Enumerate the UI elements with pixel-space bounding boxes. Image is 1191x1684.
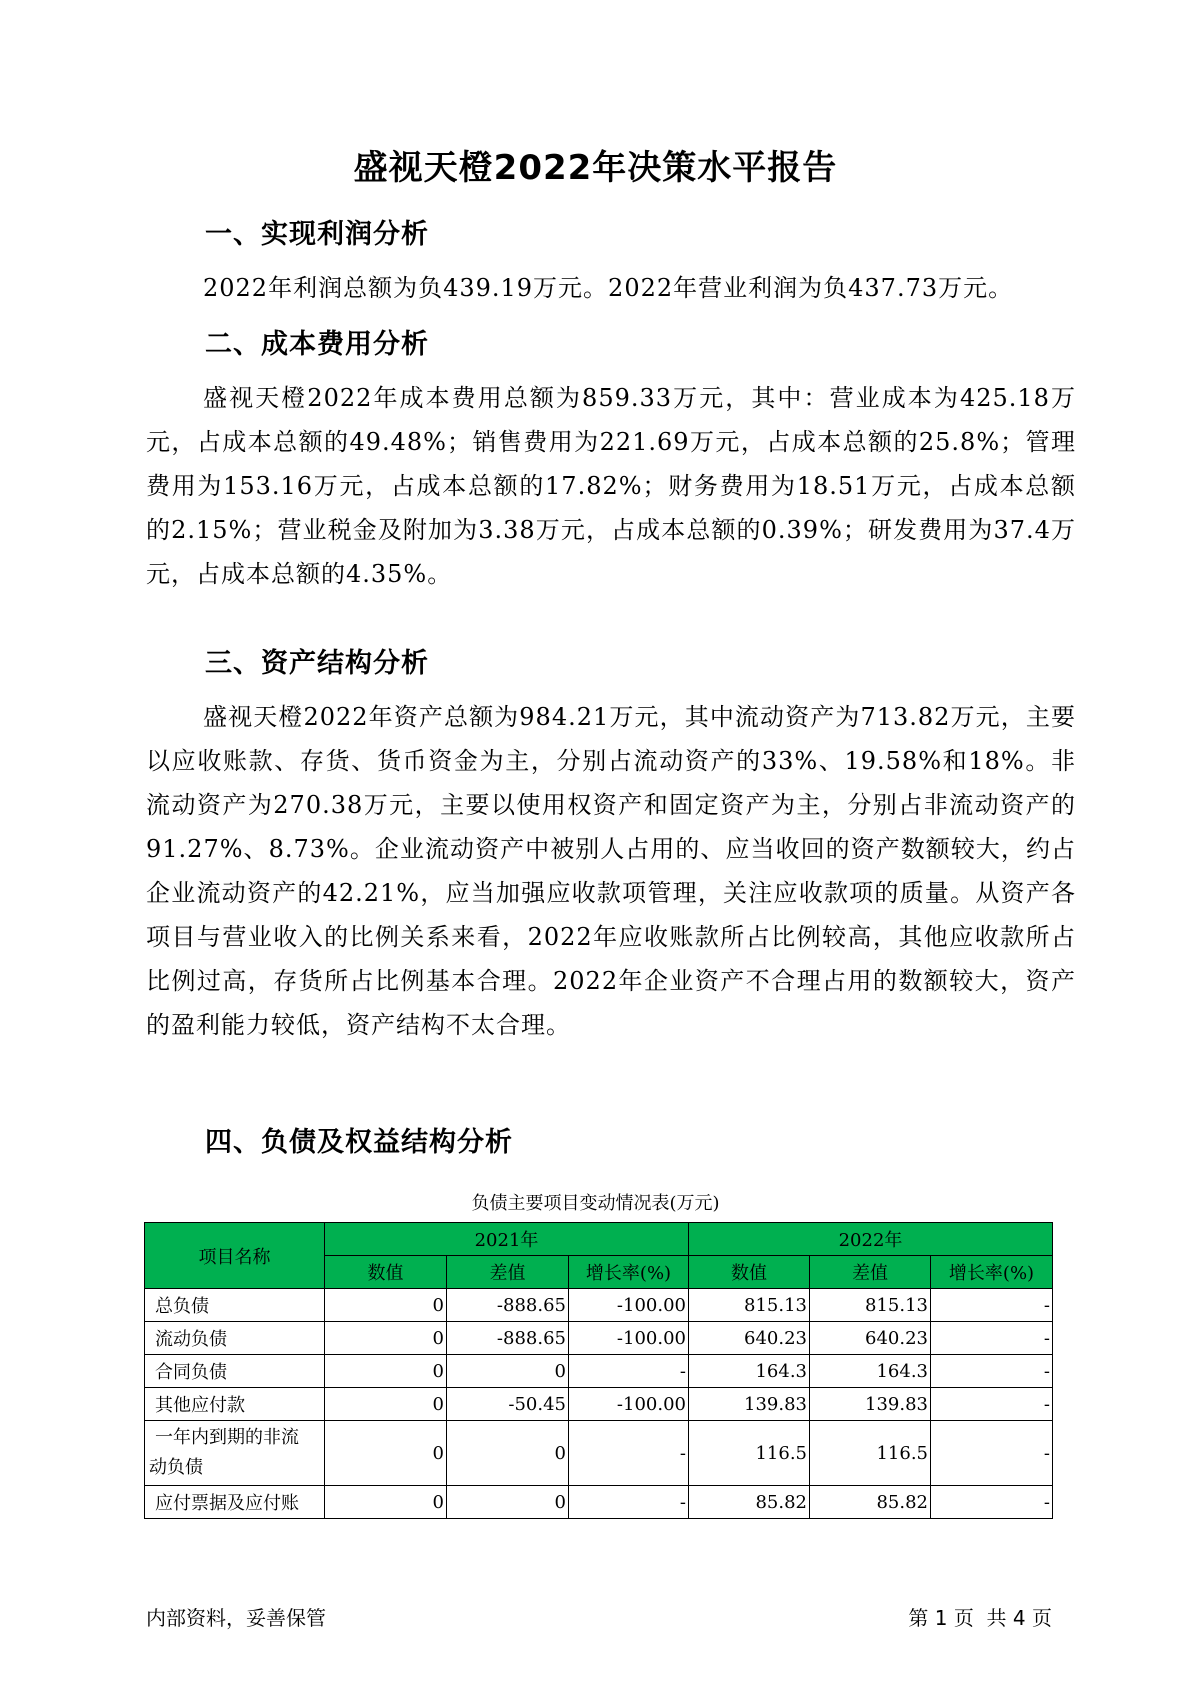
- cell-value-2021: 0: [325, 1355, 447, 1388]
- cell-growth-2022: -: [931, 1388, 1053, 1421]
- row-name: 流动负债: [145, 1322, 325, 1355]
- section-heading-profit: 一、实现利润分析: [205, 219, 429, 250]
- footer-page-number: 第 1 页 共 4 页: [908, 1606, 1052, 1630]
- report-title: 盛视天橙2022年决策水平报告: [353, 148, 838, 188]
- section-paragraph-assets: 盛视天橙2022年资产总额为984.21万元，其中流动资产为713.82万元，主要以应收账款、存货、货币资金为主，分别占流动资产的33%、19.58%和18%。非流动资产为270.38万元，主要以使用权资产和固定资产为主，分别占非流动资产的91.27%、8.73%。企业流动资产中被别人占用的、应当收回的资产数额较大，约占企业流动资产的42.21%，应当加强应收款项管理，关注应收款项的质量。从资产各项目与营业收入的比例关系来看，2022年应收账款所占比例较高，其他应收款所占比例过高，存货所占比例基本合理。2022年企业资产不合理占用的数额较大，资产的盈利能力较低，资产结构不太合理。: [146, 703, 1076, 1039]
- cell-diff-2022: 164.3: [810, 1355, 931, 1388]
- row-name: 合同负债: [145, 1355, 325, 1388]
- header-diff-2021: 差值: [447, 1256, 569, 1289]
- cell-value-2021: 0: [325, 1388, 447, 1421]
- footer-confidential-note: 内部资料，妥善保管: [146, 1606, 326, 1630]
- table-caption: 负债主要项目变动情况表(万元): [471, 1193, 720, 1214]
- row-name-line: 一年内到期的非流: [155, 1427, 299, 1448]
- header-year-2021: 2021年: [325, 1223, 689, 1256]
- cell-value-2021: 0: [325, 1486, 447, 1519]
- cell-value-2022: 640.23: [689, 1322, 810, 1355]
- cell-diff-2022: 116.5: [810, 1421, 931, 1486]
- row-name: 应付票据及应付账: [145, 1486, 325, 1519]
- header-year-2022: 2022年: [689, 1223, 1053, 1256]
- header-growth-2022: 增长率(%): [931, 1256, 1053, 1289]
- cell-diff-2021: 0: [447, 1486, 569, 1519]
- cell-diff-2022: 815.13: [810, 1289, 931, 1322]
- section-heading-liabilities: 四、负债及权益结构分析: [205, 1127, 513, 1158]
- row-name: 其他应付款: [145, 1388, 325, 1421]
- cell-diff-2022: 139.83: [810, 1388, 931, 1421]
- header-value-2022: 数值: [689, 1256, 810, 1289]
- cell-diff-2021: -888.65: [447, 1289, 569, 1322]
- cell-diff-2022: 640.23: [810, 1322, 931, 1355]
- table-row: [145, 1421, 1053, 1486]
- header-item-name: 项目名称: [145, 1223, 325, 1289]
- cell-diff-2021: 0: [447, 1421, 569, 1486]
- table-row: [145, 1388, 1053, 1421]
- cell-growth-2022: -: [931, 1486, 1053, 1519]
- header-growth-2021: 增长率(%): [569, 1256, 689, 1289]
- row-name: [145, 1421, 325, 1486]
- cell-growth-2021: -: [569, 1486, 689, 1519]
- cell-growth-2022: -: [931, 1322, 1053, 1355]
- cell-diff-2021: -50.45: [447, 1388, 569, 1421]
- cell-value-2022: 116.5: [689, 1421, 810, 1486]
- section-heading-assets: 三、资产结构分析: [205, 648, 429, 679]
- cell-value-2021: 0: [325, 1289, 447, 1322]
- cell-growth-2021: -: [569, 1421, 689, 1486]
- cell-growth-2021: -100.00: [569, 1322, 689, 1355]
- cell-value-2022: 815.13: [689, 1289, 810, 1322]
- cell-value-2022: 139.83: [689, 1388, 810, 1421]
- cell-diff-2021: -888.65: [447, 1322, 569, 1355]
- section-paragraph-profit: 2022年利润总额为负439.19万元。2022年营业利润为负437.73万元。: [203, 274, 1014, 302]
- header-diff-2022: 差值: [810, 1256, 931, 1289]
- liabilities-table: [144, 1222, 1053, 1519]
- row-name-line: 动负债: [149, 1457, 203, 1478]
- header-value-2021: 数值: [325, 1256, 447, 1289]
- table-row: [145, 1486, 1053, 1519]
- cell-value-2022: 85.82: [689, 1486, 810, 1519]
- cell-growth-2021: -: [569, 1355, 689, 1388]
- cell-value-2021: 0: [325, 1421, 447, 1486]
- cell-diff-2022: 85.82: [810, 1486, 931, 1519]
- cell-diff-2021: 0: [447, 1355, 569, 1388]
- cell-growth-2021: -100.00: [569, 1388, 689, 1421]
- table-row: [145, 1322, 1053, 1355]
- section-paragraph-cost: 盛视天橙2022年成本费用总额为859.33万元，其中：营业成本为425.18万元，占成本总额的49.48%；销售费用为221.69万元，占成本总额的25.8%；管理费用为153.16万元，占成本总额的17.82%；财务费用为18.51万元，占成本总额的2.15%；营业税金及附加为3.38万元，占成本总额的0.39%；研发费用为37.4万元，占成本总额的4.35%。: [146, 384, 1076, 588]
- row-name: 总负债: [145, 1289, 325, 1322]
- table-row: [145, 1289, 1053, 1322]
- cell-growth-2022: -: [931, 1289, 1053, 1322]
- cell-growth-2022: -: [931, 1355, 1053, 1388]
- cell-growth-2021: -100.00: [569, 1289, 689, 1322]
- cell-growth-2022: -: [931, 1421, 1053, 1486]
- cell-value-2022: 164.3: [689, 1355, 810, 1388]
- table-row: [145, 1355, 1053, 1388]
- section-heading-cost: 二、成本费用分析: [205, 329, 429, 360]
- cell-value-2021: 0: [325, 1322, 447, 1355]
